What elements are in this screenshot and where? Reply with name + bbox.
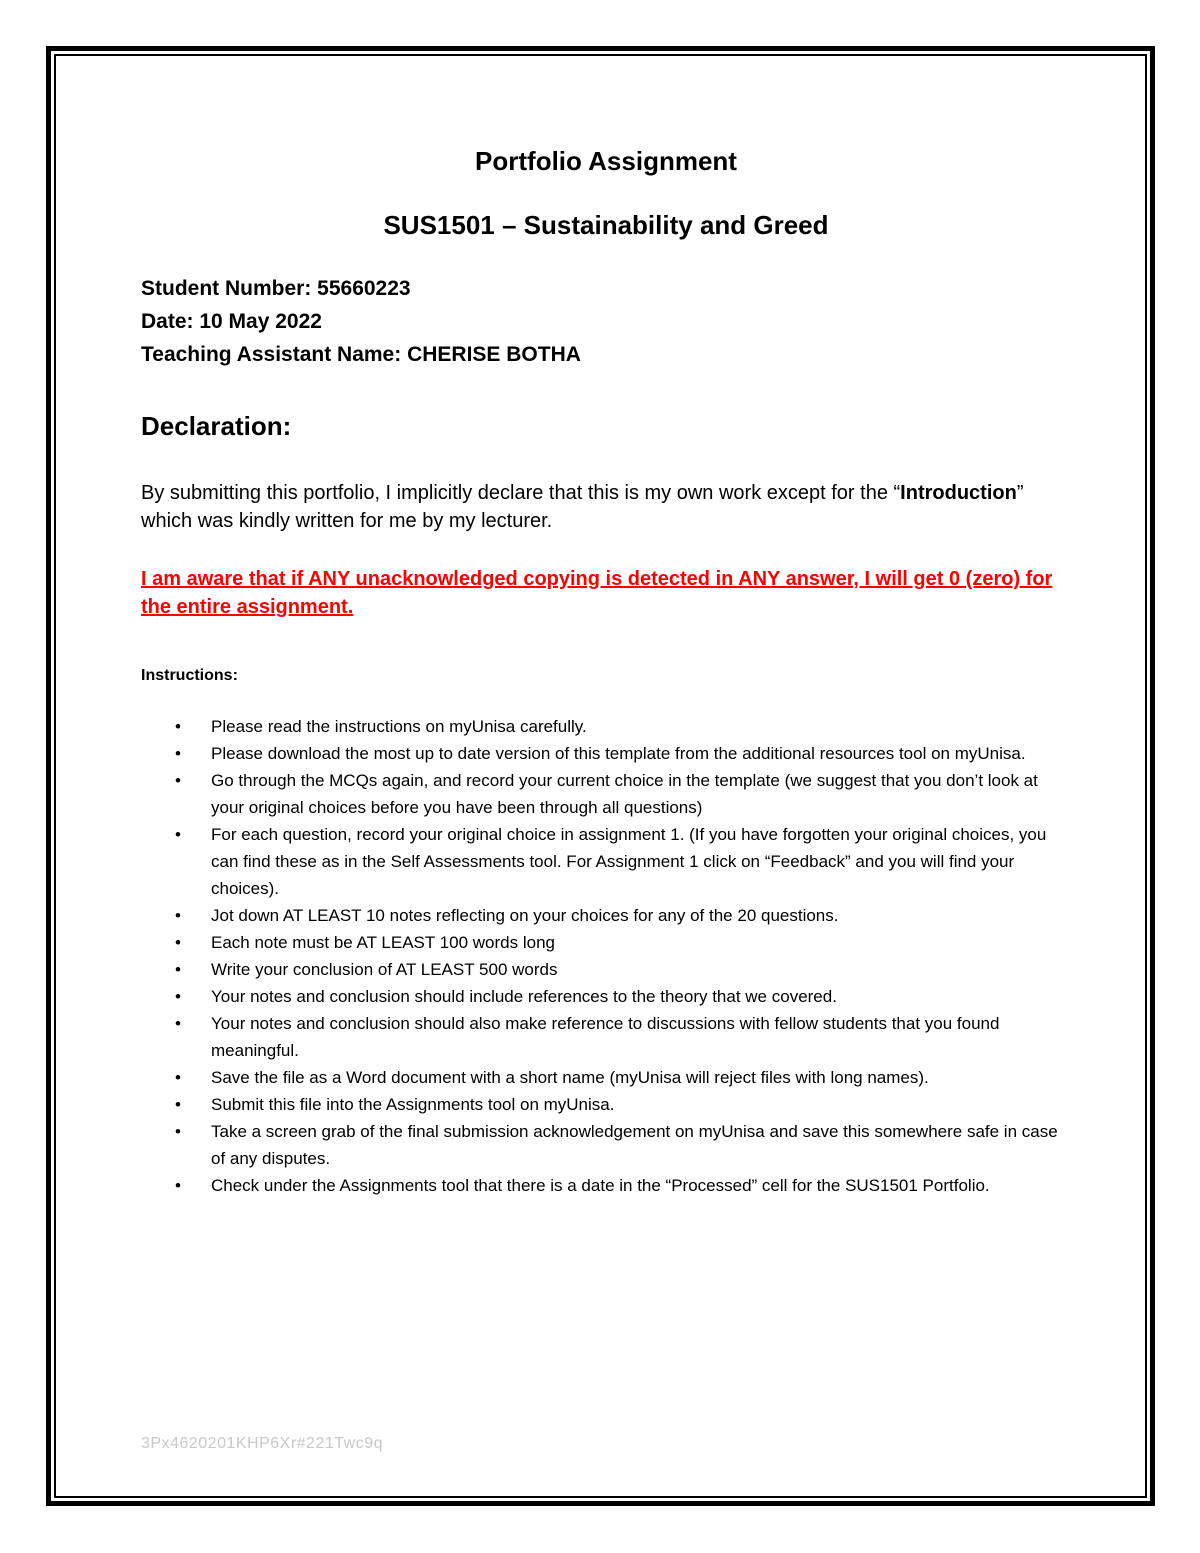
bullet-icon: • — [175, 1068, 181, 1087]
declaration-heading: Declaration: — [141, 411, 292, 441]
instruction-text: Submit this file into the Assignments tool on myUnisa. — [211, 1095, 615, 1114]
instruction-item — [141, 902, 1071, 929]
declaration-text-before: By submitting this portfolio, I implicitly declare that this is my own work except for the “ — [141, 482, 901, 504]
instruction-text: Your notes and conclusion should also make reference to discussions with fellow students that you found meaningful. — [211, 1014, 1000, 1060]
bullet-icon: • — [175, 1095, 181, 1114]
bullet-icon: • — [175, 744, 181, 763]
instruction-item — [141, 821, 1071, 902]
instruction-text: For each question, record your original choice in assignment 1. (If you have forgotten your original choices, you can find these as in the Self Assessments tool. For Assignment 1 click on “Feedback” and you will find your choices). — [211, 825, 1047, 898]
instruction-item — [141, 929, 1071, 956]
instruction-item — [141, 1010, 1071, 1064]
bullet-icon: • — [175, 933, 181, 952]
instruction-text: Take a screen grab of the final submission acknowledgement on myUnisa and save this somewhere safe in case of any disputes. — [211, 1122, 1058, 1168]
instruction-text: Your notes and conclusion should include references to the theory that we covered. — [211, 987, 837, 1006]
instructions-heading: Instructions: — [141, 667, 238, 684]
instruction-text: Check under the Assignments tool that there is a date in the “Processed” cell for the SUS1501 Portfolio. — [211, 1176, 990, 1195]
declaration-text-after: ” which was kindly written for me by my lecturer. — [141, 482, 1024, 532]
instruction-item — [141, 767, 1071, 821]
document-content — [141, 138, 1071, 1199]
declaration-text-bold: Introduction — [900, 482, 1017, 504]
submission-date: Date: 10 May 2022 — [141, 310, 322, 333]
instruction-item — [141, 1172, 1071, 1199]
instruction-item — [141, 1091, 1071, 1118]
instructions-list — [141, 713, 1071, 1199]
bullet-icon: • — [175, 1176, 181, 1195]
instruction-text: Go through the MCQs again, and record your current choice in the template (we suggest that you don’t look at your original choices before you have been through all questions) — [211, 771, 1038, 817]
bullet-icon: • — [175, 1122, 181, 1141]
instruction-item — [141, 983, 1071, 1010]
watermark: 3Px4620201KHP6Xr#221Twc9q — [141, 1435, 383, 1452]
bullet-icon: • — [175, 960, 181, 979]
document-title: Portfolio Assignment — [475, 146, 737, 176]
bullet-icon: • — [175, 1014, 181, 1033]
teaching-assistant: Teaching Assistant Name: CHERISE BOTHA — [141, 343, 581, 366]
instruction-text: Save the file as a Word document with a short name (myUnisa will reject files with long names). — [211, 1068, 929, 1087]
bullet-icon: • — [175, 825, 181, 844]
instruction-text: Please download the most up to date version of this template from the additional resources tool on myUnisa. — [211, 744, 1026, 763]
student-details — [141, 272, 1071, 371]
declaration-text — [141, 479, 1071, 535]
instruction-item — [141, 956, 1071, 983]
instruction-text: Each note must be AT LEAST 100 words long — [211, 933, 555, 952]
instruction-item — [141, 1118, 1071, 1172]
instruction-item — [141, 713, 1071, 740]
bullet-icon: • — [175, 771, 181, 790]
instruction-item — [141, 740, 1071, 767]
copying-warning: I am aware that if ANY unacknowledged copying is detected in ANY answer, I will get 0 (zero) for the entire assignment. — [141, 568, 1053, 618]
document-subtitle: SUS1501 – Sustainability and Greed — [383, 210, 829, 240]
student-number: Student Number: 55660223 — [141, 277, 411, 300]
bullet-icon: • — [175, 717, 181, 736]
bullet-icon: • — [175, 987, 181, 1006]
instruction-text: Write your conclusion of AT LEAST 500 words — [211, 960, 558, 979]
instruction-text: Jot down AT LEAST 10 notes reflecting on your choices for any of the 20 questions. — [211, 906, 839, 925]
instruction-text: Please read the instructions on myUnisa carefully. — [211, 717, 587, 736]
bullet-icon: • — [175, 906, 181, 925]
instruction-item — [141, 1064, 1071, 1091]
